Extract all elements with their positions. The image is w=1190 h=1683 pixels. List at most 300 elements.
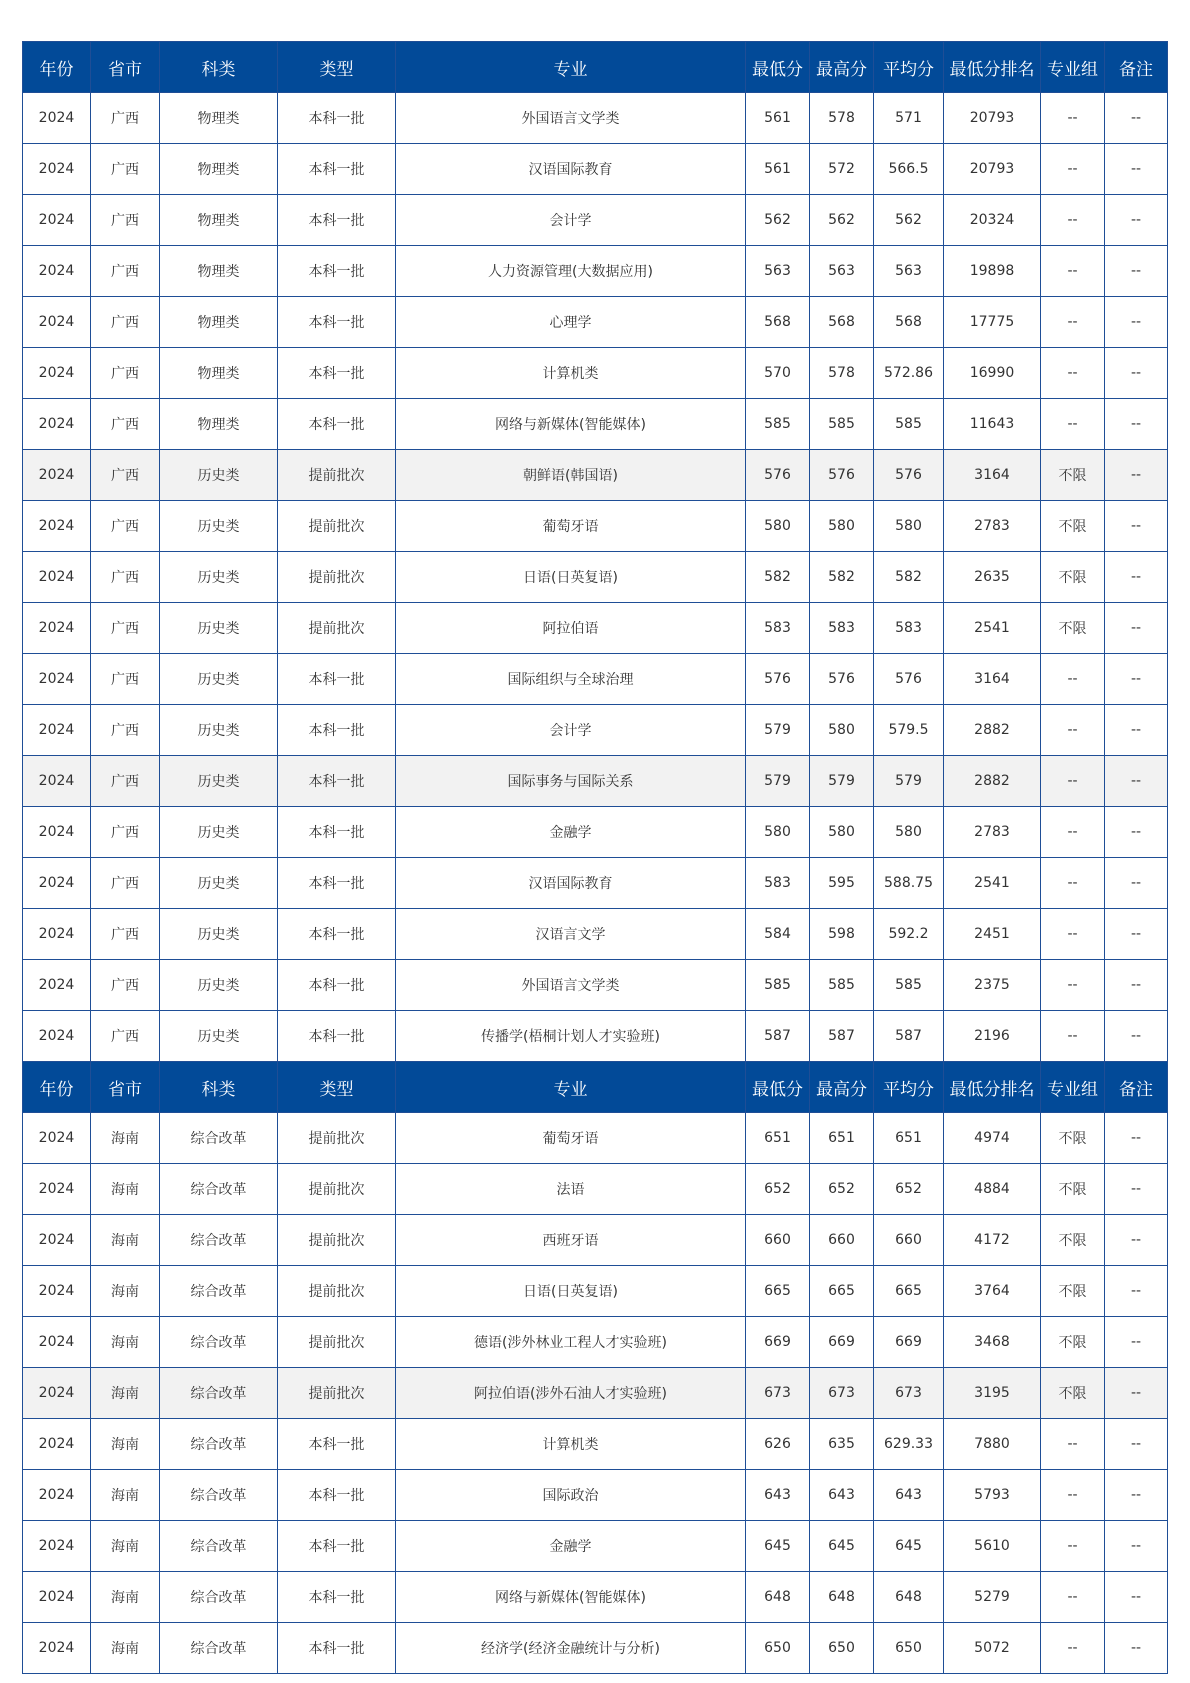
cell-major-group: -- — [1041, 705, 1105, 756]
table-row — [23, 1011, 1168, 1062]
cell-province: 广西 — [91, 195, 160, 246]
cell-subject-category: 综合改革 — [160, 1623, 278, 1674]
cell-avg-score: 582 — [874, 552, 944, 603]
cell-major: 网络与新媒体(智能媒体) — [396, 399, 746, 450]
cell-major: 阿拉伯语(涉外石油人才实验班) — [396, 1368, 746, 1419]
cell-avg-score: 580 — [874, 501, 944, 552]
cell-subject-category: 综合改革 — [160, 1317, 278, 1368]
cell-min-score-rank: 2783 — [944, 807, 1041, 858]
cell-min-score: 562 — [746, 195, 810, 246]
cell-remark: -- — [1105, 1521, 1168, 1572]
cell-max-score: 582 — [810, 552, 874, 603]
cell-province: 海南 — [91, 1623, 160, 1674]
cell-min-score-rank: 4884 — [944, 1164, 1041, 1215]
cell-min-score: 648 — [746, 1572, 810, 1623]
cell-min-score: 585 — [746, 960, 810, 1011]
cell-avg-score: 669 — [874, 1317, 944, 1368]
cell-subject-category: 历史类 — [160, 909, 278, 960]
cell-batch-type: 本科一批 — [278, 93, 396, 144]
cell-major: 汉语国际教育 — [396, 858, 746, 909]
cell-major: 金融学 — [396, 807, 746, 858]
cell-major: 会计学 — [396, 705, 746, 756]
cell-remark: -- — [1105, 1215, 1168, 1266]
cell-major: 朝鲜语(韩国语) — [396, 450, 746, 501]
cell-province: 海南 — [91, 1113, 160, 1164]
cell-major: 法语 — [396, 1164, 746, 1215]
table-row — [23, 909, 1168, 960]
cell-max-score: 578 — [810, 348, 874, 399]
table-row — [23, 399, 1168, 450]
table-row — [23, 1368, 1168, 1419]
cell-min-score: 563 — [746, 246, 810, 297]
cell-year: 2024 — [23, 144, 91, 195]
cell-min-score: 583 — [746, 603, 810, 654]
cell-year: 2024 — [23, 1470, 91, 1521]
cell-avg-score: 660 — [874, 1215, 944, 1266]
cell-province: 广西 — [91, 858, 160, 909]
cell-province: 海南 — [91, 1572, 160, 1623]
cell-major-group: -- — [1041, 1470, 1105, 1521]
table-row — [23, 297, 1168, 348]
cell-major-group: -- — [1041, 297, 1105, 348]
cell-year: 2024 — [23, 858, 91, 909]
cell-major-group: 不限 — [1041, 552, 1105, 603]
cell-year: 2024 — [23, 603, 91, 654]
cell-major: 西班牙语 — [396, 1215, 746, 1266]
cell-remark: -- — [1105, 705, 1168, 756]
cell-remark: -- — [1105, 960, 1168, 1011]
cell-major-group: 不限 — [1041, 603, 1105, 654]
cell-major-group: 不限 — [1041, 450, 1105, 501]
header-province: 省市 — [91, 42, 160, 93]
cell-avg-score: 585 — [874, 399, 944, 450]
cell-max-score: 635 — [810, 1419, 874, 1470]
header-remark: 备注 — [1105, 1062, 1168, 1113]
cell-batch-type: 本科一批 — [278, 144, 396, 195]
table-row — [23, 1215, 1168, 1266]
cell-remark: -- — [1105, 1623, 1168, 1674]
cell-min-score: 587 — [746, 1011, 810, 1062]
table-row — [23, 807, 1168, 858]
cell-batch-type: 提前批次 — [278, 1215, 396, 1266]
cell-remark: -- — [1105, 1368, 1168, 1419]
cell-year: 2024 — [23, 1011, 91, 1062]
cell-max-score: 643 — [810, 1470, 874, 1521]
cell-subject-category: 历史类 — [160, 960, 278, 1011]
cell-year: 2024 — [23, 1623, 91, 1674]
cell-year: 2024 — [23, 1113, 91, 1164]
cell-remark: -- — [1105, 399, 1168, 450]
table-row — [23, 552, 1168, 603]
cell-year: 2024 — [23, 399, 91, 450]
cell-major: 金融学 — [396, 1521, 746, 1572]
cell-year: 2024 — [23, 1164, 91, 1215]
cell-avg-score: 629.33 — [874, 1419, 944, 1470]
cell-max-score: 578 — [810, 93, 874, 144]
table-row — [23, 1266, 1168, 1317]
cell-batch-type: 本科一批 — [278, 1623, 396, 1674]
header-min-score: 最低分 — [746, 1062, 810, 1113]
cell-avg-score: 583 — [874, 603, 944, 654]
cell-major-group: -- — [1041, 654, 1105, 705]
cell-major-group: 不限 — [1041, 1368, 1105, 1419]
cell-min-score-rank: 2541 — [944, 603, 1041, 654]
cell-major: 日语(日英复语) — [396, 552, 746, 603]
cell-min-score-rank: 3164 — [944, 654, 1041, 705]
cell-year: 2024 — [23, 705, 91, 756]
cell-min-score: 579 — [746, 705, 810, 756]
header-major-group: 专业组 — [1041, 42, 1105, 93]
table-row — [23, 93, 1168, 144]
cell-avg-score: 579 — [874, 756, 944, 807]
cell-major-group: -- — [1041, 807, 1105, 858]
cell-min-score: 665 — [746, 1266, 810, 1317]
cell-batch-type: 本科一批 — [278, 246, 396, 297]
header-max-score: 最高分 — [810, 42, 874, 93]
cell-subject-category: 综合改革 — [160, 1572, 278, 1623]
cell-batch-type: 本科一批 — [278, 756, 396, 807]
cell-max-score: 673 — [810, 1368, 874, 1419]
cell-max-score: 648 — [810, 1572, 874, 1623]
cell-min-score-rank: 11643 — [944, 399, 1041, 450]
header-row — [23, 1062, 1168, 1113]
cell-min-score-rank: 2783 — [944, 501, 1041, 552]
cell-subject-category: 综合改革 — [160, 1215, 278, 1266]
cell-major-group: -- — [1041, 348, 1105, 399]
cell-major: 汉语国际教育 — [396, 144, 746, 195]
cell-remark: -- — [1105, 1317, 1168, 1368]
cell-subject-category: 物理类 — [160, 144, 278, 195]
cell-avg-score: 563 — [874, 246, 944, 297]
cell-province: 广西 — [91, 603, 160, 654]
cell-major: 葡萄牙语 — [396, 1113, 746, 1164]
header-row — [23, 42, 1168, 93]
admission-scores-container — [22, 41, 1167, 1674]
cell-max-score: 576 — [810, 450, 874, 501]
cell-province: 广西 — [91, 297, 160, 348]
cell-province: 广西 — [91, 654, 160, 705]
table-row — [23, 654, 1168, 705]
cell-subject-category: 历史类 — [160, 552, 278, 603]
cell-major: 人力资源管理(大数据应用) — [396, 246, 746, 297]
cell-avg-score: 588.75 — [874, 858, 944, 909]
cell-min-score: 626 — [746, 1419, 810, 1470]
cell-subject-category: 综合改革 — [160, 1521, 278, 1572]
cell-min-score-rank: 4974 — [944, 1113, 1041, 1164]
cell-subject-category: 物理类 — [160, 348, 278, 399]
cell-subject-category: 历史类 — [160, 501, 278, 552]
cell-min-score-rank: 4172 — [944, 1215, 1041, 1266]
cell-min-score: 580 — [746, 501, 810, 552]
cell-subject-category: 历史类 — [160, 705, 278, 756]
table-row — [23, 960, 1168, 1011]
cell-batch-type: 本科一批 — [278, 297, 396, 348]
table-row — [23, 195, 1168, 246]
cell-province: 广西 — [91, 144, 160, 195]
cell-remark: -- — [1105, 450, 1168, 501]
cell-avg-score: 576 — [874, 450, 944, 501]
cell-max-score: 585 — [810, 399, 874, 450]
cell-subject-category: 物理类 — [160, 246, 278, 297]
cell-batch-type: 本科一批 — [278, 1521, 396, 1572]
cell-major: 计算机类 — [396, 348, 746, 399]
cell-province: 海南 — [91, 1470, 160, 1521]
cell-year: 2024 — [23, 1266, 91, 1317]
cell-major-group: 不限 — [1041, 1113, 1105, 1164]
cell-subject-category: 历史类 — [160, 756, 278, 807]
cell-major: 国际事务与国际关系 — [396, 756, 746, 807]
cell-remark: -- — [1105, 144, 1168, 195]
cell-subject-category: 历史类 — [160, 807, 278, 858]
cell-province: 广西 — [91, 705, 160, 756]
table-row — [23, 756, 1168, 807]
cell-major: 日语(日英复语) — [396, 1266, 746, 1317]
header-remark: 备注 — [1105, 42, 1168, 93]
cell-remark: -- — [1105, 1470, 1168, 1521]
cell-avg-score: 585 — [874, 960, 944, 1011]
cell-avg-score: 665 — [874, 1266, 944, 1317]
cell-min-score: 561 — [746, 93, 810, 144]
header-avg-score: 平均分 — [874, 42, 944, 93]
cell-subject-category: 历史类 — [160, 603, 278, 654]
cell-province: 广西 — [91, 93, 160, 144]
cell-remark: -- — [1105, 756, 1168, 807]
table-row — [23, 1113, 1168, 1164]
cell-batch-type: 本科一批 — [278, 909, 396, 960]
cell-min-score: 673 — [746, 1368, 810, 1419]
cell-min-score: 561 — [746, 144, 810, 195]
cell-max-score: 583 — [810, 603, 874, 654]
cell-subject-category: 历史类 — [160, 1011, 278, 1062]
cell-min-score-rank: 5610 — [944, 1521, 1041, 1572]
table-row — [23, 1521, 1168, 1572]
cell-major: 汉语言文学 — [396, 909, 746, 960]
cell-max-score: 572 — [810, 144, 874, 195]
cell-year: 2024 — [23, 960, 91, 1011]
cell-year: 2024 — [23, 93, 91, 144]
cell-avg-score: 587 — [874, 1011, 944, 1062]
cell-province: 广西 — [91, 960, 160, 1011]
header-subject-category: 科类 — [160, 1062, 278, 1113]
cell-avg-score: 645 — [874, 1521, 944, 1572]
header-batch-type: 类型 — [278, 1062, 396, 1113]
cell-batch-type: 本科一批 — [278, 858, 396, 909]
cell-avg-score: 566.5 — [874, 144, 944, 195]
cell-major: 葡萄牙语 — [396, 501, 746, 552]
cell-avg-score: 592.2 — [874, 909, 944, 960]
cell-batch-type: 本科一批 — [278, 807, 396, 858]
cell-max-score: 579 — [810, 756, 874, 807]
cell-year: 2024 — [23, 1317, 91, 1368]
cell-major-group: -- — [1041, 246, 1105, 297]
cell-province: 广西 — [91, 807, 160, 858]
cell-subject-category: 物理类 — [160, 195, 278, 246]
cell-province: 广西 — [91, 501, 160, 552]
cell-major: 阿拉伯语 — [396, 603, 746, 654]
cell-min-score-rank: 7880 — [944, 1419, 1041, 1470]
header-max-score: 最高分 — [810, 1062, 874, 1113]
cell-max-score: 563 — [810, 246, 874, 297]
cell-major: 网络与新媒体(智能媒体) — [396, 1572, 746, 1623]
cell-major-group: 不限 — [1041, 501, 1105, 552]
table-row — [23, 144, 1168, 195]
cell-min-score: 579 — [746, 756, 810, 807]
cell-major-group: -- — [1041, 144, 1105, 195]
table-row — [23, 858, 1168, 909]
cell-province: 广西 — [91, 246, 160, 297]
cell-batch-type: 提前批次 — [278, 1317, 396, 1368]
cell-min-score: 651 — [746, 1113, 810, 1164]
cell-year: 2024 — [23, 1368, 91, 1419]
cell-major: 德语(涉外林业工程人才实验班) — [396, 1317, 746, 1368]
cell-batch-type: 本科一批 — [278, 1419, 396, 1470]
cell-subject-category: 历史类 — [160, 858, 278, 909]
cell-year: 2024 — [23, 450, 91, 501]
cell-batch-type: 提前批次 — [278, 552, 396, 603]
cell-min-score-rank: 5279 — [944, 1572, 1041, 1623]
cell-year: 2024 — [23, 909, 91, 960]
cell-major-group: -- — [1041, 756, 1105, 807]
cell-max-score: 595 — [810, 858, 874, 909]
cell-subject-category: 历史类 — [160, 654, 278, 705]
cell-avg-score: 571 — [874, 93, 944, 144]
cell-min-score: 660 — [746, 1215, 810, 1266]
cell-min-score-rank: 3195 — [944, 1368, 1041, 1419]
cell-major: 经济学(经济金融统计与分析) — [396, 1623, 746, 1674]
cell-province: 广西 — [91, 348, 160, 399]
cell-avg-score: 650 — [874, 1623, 944, 1674]
cell-min-score-rank: 19898 — [944, 246, 1041, 297]
cell-min-score: 576 — [746, 450, 810, 501]
cell-subject-category: 综合改革 — [160, 1368, 278, 1419]
cell-major-group: -- — [1041, 1521, 1105, 1572]
header-major-group: 专业组 — [1041, 1062, 1105, 1113]
cell-year: 2024 — [23, 807, 91, 858]
cell-min-score: 580 — [746, 807, 810, 858]
cell-min-score-rank: 2882 — [944, 705, 1041, 756]
cell-max-score: 580 — [810, 501, 874, 552]
cell-min-score-rank: 2541 — [944, 858, 1041, 909]
header-year: 年份 — [23, 42, 91, 93]
header-avg-score: 平均分 — [874, 1062, 944, 1113]
table-body — [23, 42, 1168, 1674]
cell-remark: -- — [1105, 654, 1168, 705]
cell-max-score: 669 — [810, 1317, 874, 1368]
cell-min-score: 576 — [746, 654, 810, 705]
cell-min-score: 570 — [746, 348, 810, 399]
cell-province: 海南 — [91, 1521, 160, 1572]
table-row — [23, 705, 1168, 756]
cell-year: 2024 — [23, 348, 91, 399]
header-min-score-rank: 最低分排名 — [944, 1062, 1041, 1113]
cell-remark: -- — [1105, 195, 1168, 246]
cell-min-score: 585 — [746, 399, 810, 450]
cell-remark: -- — [1105, 348, 1168, 399]
table-row — [23, 1317, 1168, 1368]
cell-province: 海南 — [91, 1215, 160, 1266]
cell-province: 广西 — [91, 756, 160, 807]
cell-min-score-rank: 3764 — [944, 1266, 1041, 1317]
cell-max-score: 650 — [810, 1623, 874, 1674]
cell-max-score: 568 — [810, 297, 874, 348]
cell-avg-score: 576 — [874, 654, 944, 705]
cell-min-score-rank: 5072 — [944, 1623, 1041, 1674]
cell-subject-category: 物理类 — [160, 399, 278, 450]
cell-remark: -- — [1105, 1266, 1168, 1317]
cell-batch-type: 本科一批 — [278, 1470, 396, 1521]
cell-subject-category: 历史类 — [160, 450, 278, 501]
cell-min-score-rank: 20793 — [944, 93, 1041, 144]
cell-batch-type: 本科一批 — [278, 1011, 396, 1062]
table-row — [23, 246, 1168, 297]
cell-min-score-rank: 3164 — [944, 450, 1041, 501]
cell-max-score: 587 — [810, 1011, 874, 1062]
cell-major-group: 不限 — [1041, 1164, 1105, 1215]
cell-max-score: 665 — [810, 1266, 874, 1317]
cell-avg-score: 572.86 — [874, 348, 944, 399]
table-row — [23, 603, 1168, 654]
cell-batch-type: 提前批次 — [278, 501, 396, 552]
cell-province: 海南 — [91, 1368, 160, 1419]
cell-year: 2024 — [23, 654, 91, 705]
cell-batch-type: 本科一批 — [278, 654, 396, 705]
cell-year: 2024 — [23, 1215, 91, 1266]
cell-avg-score: 652 — [874, 1164, 944, 1215]
header-min-score-rank: 最低分排名 — [944, 42, 1041, 93]
cell-major-group: -- — [1041, 1623, 1105, 1674]
cell-min-score-rank: 2882 — [944, 756, 1041, 807]
cell-major: 国际政治 — [396, 1470, 746, 1521]
cell-min-score: 652 — [746, 1164, 810, 1215]
cell-major-group: -- — [1041, 858, 1105, 909]
cell-batch-type: 本科一批 — [278, 1572, 396, 1623]
cell-year: 2024 — [23, 1572, 91, 1623]
cell-major: 外国语言文学类 — [396, 93, 746, 144]
cell-batch-type: 本科一批 — [278, 348, 396, 399]
cell-max-score: 598 — [810, 909, 874, 960]
header-batch-type: 类型 — [278, 42, 396, 93]
header-major: 专业 — [396, 1062, 746, 1113]
cell-subject-category: 综合改革 — [160, 1164, 278, 1215]
cell-batch-type: 提前批次 — [278, 603, 396, 654]
cell-major-group: -- — [1041, 93, 1105, 144]
cell-remark: -- — [1105, 93, 1168, 144]
cell-subject-category: 综合改革 — [160, 1419, 278, 1470]
header-province: 省市 — [91, 1062, 160, 1113]
cell-max-score: 576 — [810, 654, 874, 705]
cell-batch-type: 提前批次 — [278, 1164, 396, 1215]
admission-scores-table — [22, 41, 1168, 1674]
cell-avg-score: 579.5 — [874, 705, 944, 756]
cell-min-score-rank: 16990 — [944, 348, 1041, 399]
cell-remark: -- — [1105, 501, 1168, 552]
cell-max-score: 585 — [810, 960, 874, 1011]
header-min-score: 最低分 — [746, 42, 810, 93]
cell-max-score: 645 — [810, 1521, 874, 1572]
cell-avg-score: 651 — [874, 1113, 944, 1164]
cell-subject-category: 综合改革 — [160, 1266, 278, 1317]
cell-province: 广西 — [91, 399, 160, 450]
cell-major-group: 不限 — [1041, 1317, 1105, 1368]
cell-max-score: 580 — [810, 705, 874, 756]
cell-major-group: -- — [1041, 1572, 1105, 1623]
cell-batch-type: 提前批次 — [278, 1368, 396, 1419]
cell-min-score-rank: 2635 — [944, 552, 1041, 603]
cell-year: 2024 — [23, 1419, 91, 1470]
cell-remark: -- — [1105, 1011, 1168, 1062]
cell-avg-score: 562 — [874, 195, 944, 246]
cell-min-score: 643 — [746, 1470, 810, 1521]
